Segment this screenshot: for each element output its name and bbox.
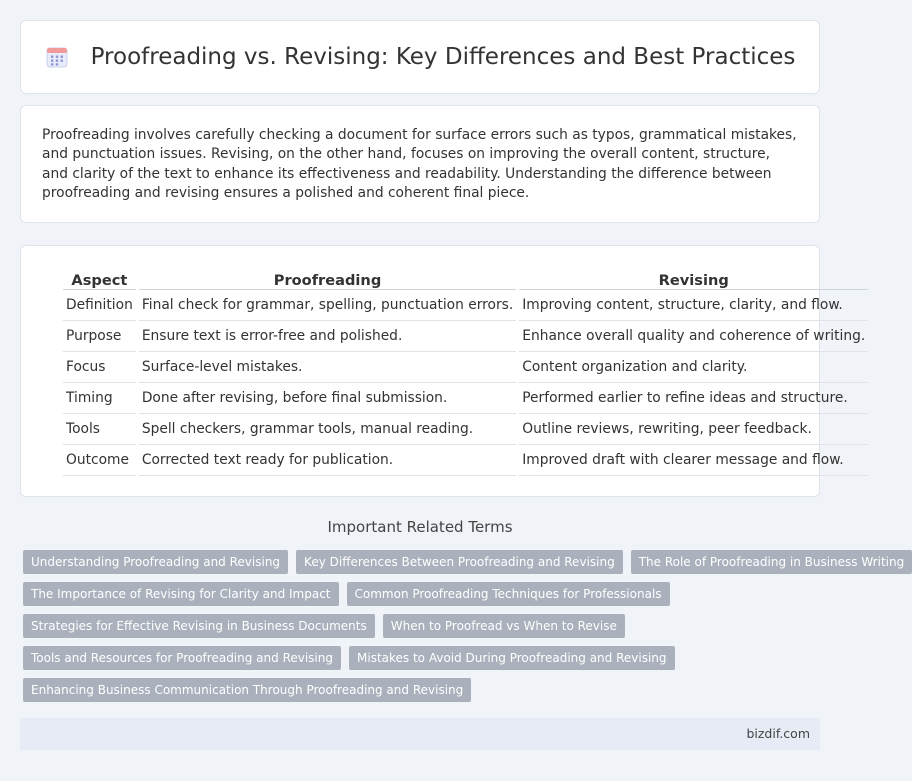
column-header-aspect: Aspect [63, 266, 136, 290]
page-title: Proofreading vs. Revising: Key Differences and Best Practices [90, 44, 796, 70]
proofreading-cell: Spell checkers, grammar tools, manual reading. [139, 414, 516, 445]
revising-cell: Enhance overall quality and coherence of writing. [519, 321, 868, 352]
related-term-tag[interactable]: Understanding Proofreading and Revising [23, 550, 288, 574]
related-terms-title: Important Related Terms [327, 518, 513, 536]
aspect-cell: Definition [63, 290, 136, 321]
table-row [63, 321, 868, 352]
tag-row [23, 646, 823, 670]
proofreading-cell: Ensure text is error-free and polished. [139, 321, 516, 352]
related-term-tag[interactable]: The Role of Proofreading in Business Writing [631, 550, 912, 574]
tag-row [23, 582, 823, 606]
tag-row [23, 614, 823, 638]
comparison-table [60, 266, 871, 476]
intro-text: Proofreading involves carefully checking a document for surface errors such as typos, grammatical mistakes, and punctuation issues. Revising, on the other hand, focuses on improving the overall content, structure, and clarity of the text to enhance its effectiveness and readability. Understanding the difference between proofreading and revising ensures a polished and coherent final piece. [42, 127, 797, 202]
table-row [63, 414, 868, 445]
revising-cell: Improved draft with clearer message and flow. [519, 445, 868, 476]
column-header-revising: Revising [519, 266, 868, 290]
footer [20, 718, 820, 750]
title-wrap [45, 44, 796, 70]
related-term-tag[interactable]: Key Differences Between Proofreading and Revising [296, 550, 623, 574]
aspect-cell: Tools [63, 414, 136, 445]
table-row [63, 290, 868, 321]
comparison-table-card [20, 245, 866, 497]
proofreading-cell: Corrected text ready for publication. [139, 445, 516, 476]
column-header-proofreading: Proofreading [139, 266, 516, 290]
related-term-tag[interactable]: Tools and Resources for Proofreading and Revising [23, 646, 341, 670]
related-term-tag[interactable]: Enhancing Business Communication Through Proofreading and Revising [23, 678, 471, 702]
tag-row [23, 678, 823, 702]
aspect-cell: Timing [63, 383, 136, 414]
related-terms-tags [23, 550, 905, 710]
table-row [63, 383, 868, 414]
revising-cell: Performed earlier to refine ideas and structure. [519, 383, 868, 414]
header-card [20, 20, 820, 94]
related-term-tag[interactable]: When to Proofread vs When to Revise [383, 614, 625, 638]
aspect-cell: Outcome [63, 445, 136, 476]
proofreading-cell: Final check for grammar, spelling, punctuation errors. [139, 290, 516, 321]
table-row [63, 352, 868, 383]
related-term-tag[interactable]: Strategies for Effective Revising in Business Documents [23, 614, 375, 638]
site-link[interactable]: bizdif.com [746, 726, 810, 741]
revising-cell: Outline reviews, rewriting, peer feedback. [519, 414, 868, 445]
proofreading-cell: Surface-level mistakes. [139, 352, 516, 383]
tag-row [23, 550, 905, 574]
table-header-row [63, 266, 868, 290]
intro-card [20, 105, 820, 223]
related-term-tag[interactable]: Common Proofreading Techniques for Professionals [347, 582, 670, 606]
proofreading-cell: Done after revising, before final submission. [139, 383, 516, 414]
related-term-tag[interactable]: Mistakes to Avoid During Proofreading and Revising [349, 646, 675, 670]
aspect-cell: Purpose [63, 321, 136, 352]
aspect-cell: Focus [63, 352, 136, 383]
revising-cell: Improving content, structure, clarity, and flow. [519, 290, 868, 321]
related-term-tag[interactable]: The Importance of Revising for Clarity and Impact [23, 582, 339, 606]
calendar-icon [45, 45, 69, 69]
revising-cell: Content organization and clarity. [519, 352, 868, 383]
table-row [63, 445, 868, 476]
